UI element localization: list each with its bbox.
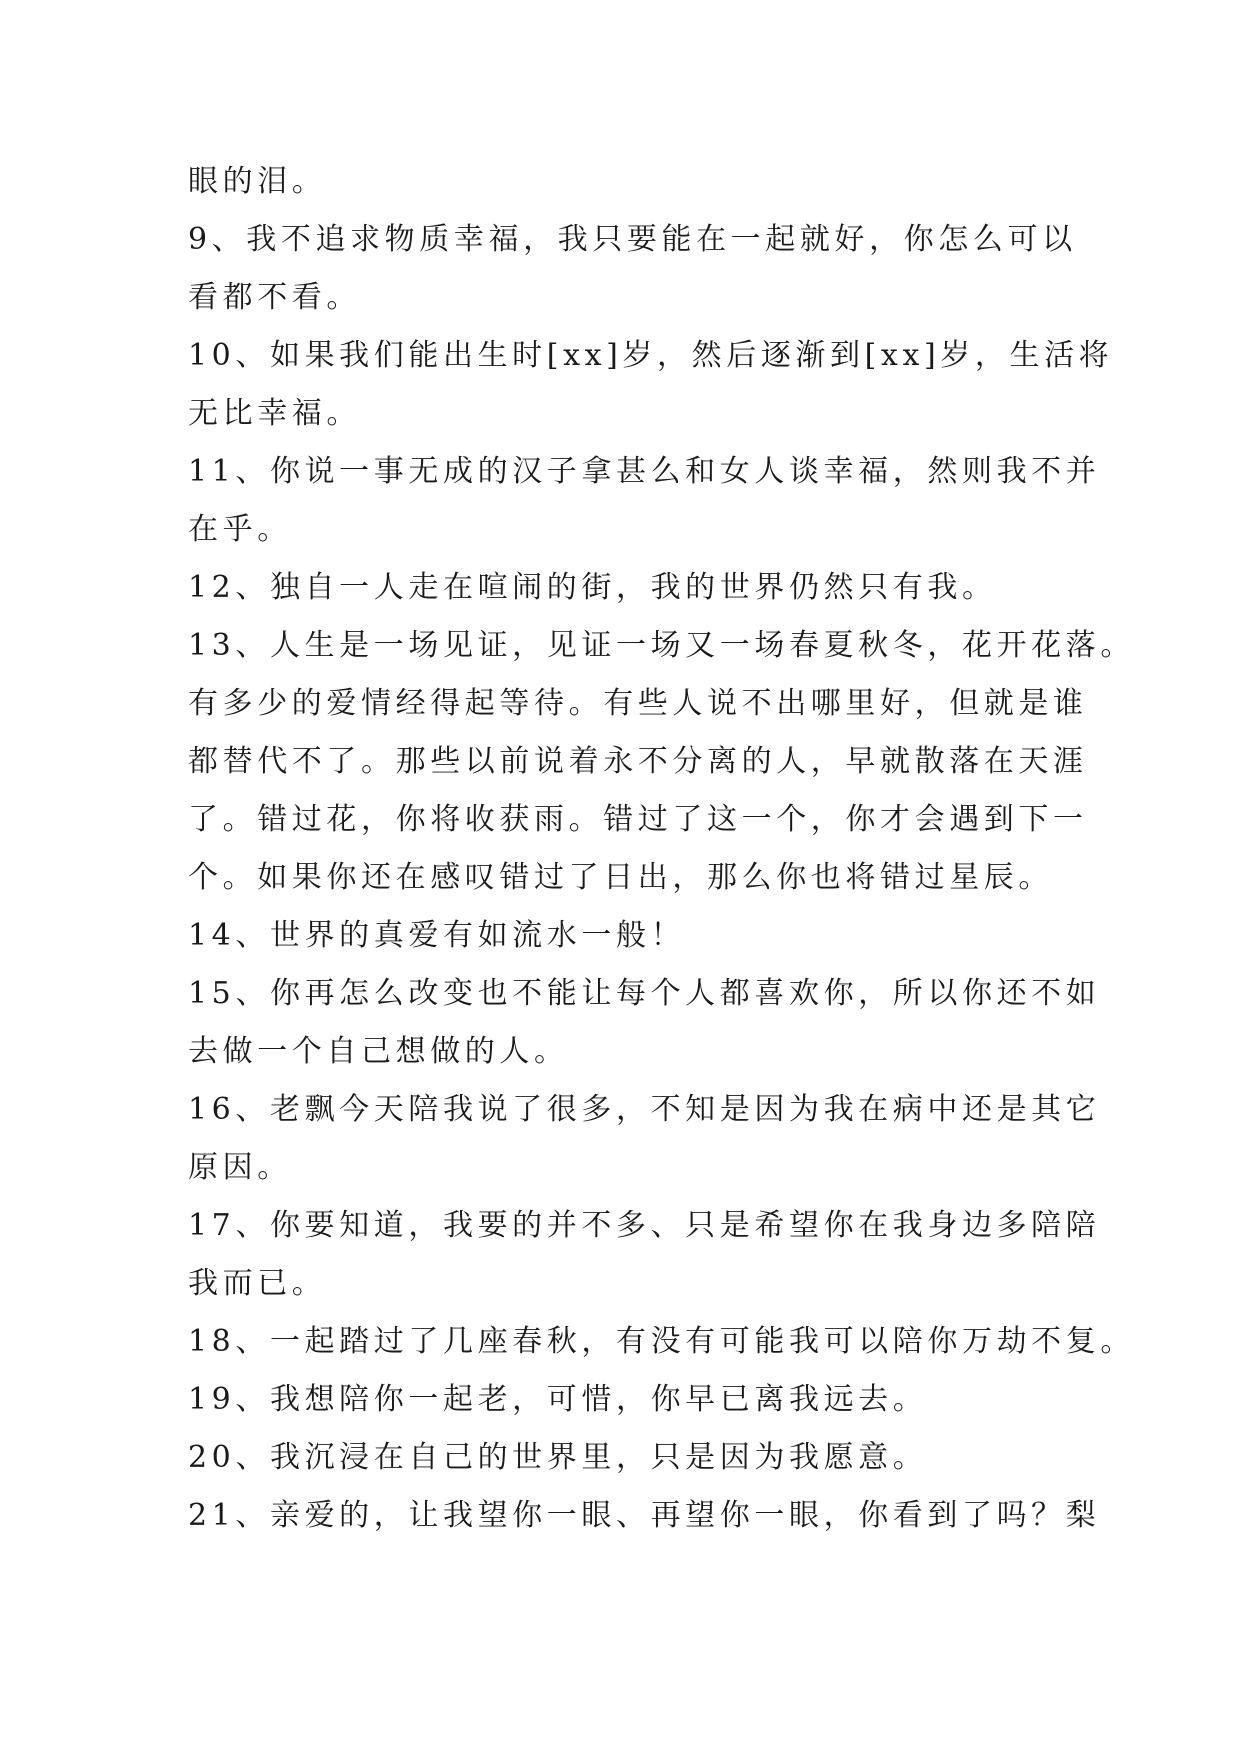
- text-line-2: 9、我不追求物质幸福，我只要能在一起就好，你怎么可以: [188, 222, 1077, 257]
- text-line-24: 21、亲爱的，让我望你一眼、再望你一眼，你看到了吗？梨: [188, 1498, 1101, 1533]
- text-line-20: 我而已。: [188, 1266, 327, 1301]
- text-line-21: 18、一起踏过了几座春秋，有没有可能我可以陪你万劫不复。: [188, 1324, 1135, 1359]
- text-line-5: 无比幸福。: [188, 396, 361, 431]
- text-line-1: 眼的泪。: [188, 164, 327, 199]
- text-line-19: 17、你要知道，我要的并不多、只是希望你在我身边多陪陪: [188, 1208, 1101, 1243]
- text-line-4: 10、如果我们能出生时[xx]岁，然后逐渐到[xx]岁，生活将: [188, 338, 1114, 373]
- text-line-9: 13、人生是一场见证，见证一场又一场春夏秋冬，花开花落。: [188, 628, 1135, 663]
- text-line-23: 20、我沉浸在自己的世界里，只是因为我愿意。: [188, 1440, 928, 1475]
- text-line-13: 个。如果你还在感叹错过了日出，那么你也将错过星辰。: [188, 860, 1053, 895]
- text-line-16: 去做一个自己想做的人。: [188, 1034, 569, 1069]
- text-line-22: 19、我想陪你一起老，可惜，你早已离我远去。: [188, 1382, 928, 1417]
- text-line-6: 11、你说一事无成的汉子拿甚么和女人谈幸福，然则我不并: [188, 454, 1101, 489]
- text-line-15: 15、你再怎么改变也不能让每个人都喜欢你，所以你还不如: [188, 976, 1101, 1011]
- body-text: [188, 153, 1135, 1545]
- text-line-11: 都替代不了。那些以前说着永不分离的人，早就散落在天涯: [188, 744, 1088, 779]
- text-line-14: 14、世界的真爱有如流水一般！: [188, 918, 686, 953]
- text-line-17: 16、老飘今天陪我说了很多，不知是因为我在病中还是其它: [188, 1092, 1101, 1127]
- text-line-3: 看都不看。: [188, 280, 361, 315]
- text-line-7: 在乎。: [188, 512, 292, 547]
- text-line-8: 12、独自一人走在喧闹的街，我的世界仍然只有我。: [188, 570, 997, 605]
- text-line-18: 原因。: [188, 1150, 292, 1185]
- text-line-10: 有多少的爱情经得起等待。有些人说不出哪里好，但就是谁: [188, 686, 1088, 721]
- text-line-12: 了。错过花，你将收获雨。错过了这一个，你才会遇到下一: [188, 802, 1088, 837]
